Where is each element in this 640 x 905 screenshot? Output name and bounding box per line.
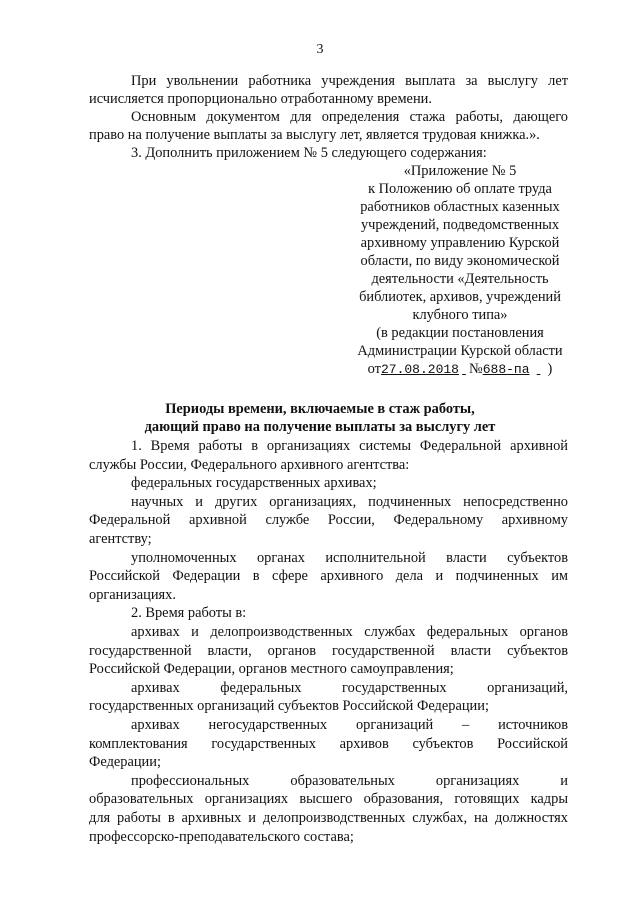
- body-line: архивах и делопроизводственных службах федеральных органов: [131, 624, 568, 640]
- body-line: федеральных государственных архивах;: [131, 475, 377, 492]
- intro-paragraph-1-line-1: При увольнении работника учреждения выплата за выслугу лет: [131, 73, 568, 89]
- body-line: научных и других организациях, подчиненных непосредственно: [131, 493, 568, 510]
- body-line: комплектования государственных архивов субъектов Российской: [89, 735, 568, 752]
- intro-paragraph-3: 3. Дополнить приложением № 5 следующего содержания:: [131, 145, 487, 161]
- appendix-date-line: [330, 360, 590, 379]
- date-underline-gap: [459, 360, 469, 378]
- body-line: агентству;: [89, 531, 152, 547]
- page-number: 3: [316, 42, 324, 57]
- appendix-line-9: клубного типа»: [412, 307, 508, 323]
- body-line: службы России, Федерального архивного агентства:: [89, 456, 410, 473]
- section-heading-line-2: дающий право на получение выплаты за выслугу лет: [144, 419, 496, 435]
- appendix-line-11: Администрации Курской области: [357, 343, 563, 359]
- intro-paragraph-2-line-2: право на получение выплаты за выслугу лет, является трудовая книжка.».: [89, 127, 540, 143]
- body-line: Федеральной архивной службе России, Федеральному архивному: [89, 512, 568, 529]
- decree-number: 688-па: [482, 362, 530, 377]
- body-line: Федерации;: [89, 754, 161, 771]
- number-prefix: №: [468, 361, 483, 377]
- body-line: Российской Федерации в сфере архивного дела и подчиненных им: [89, 568, 568, 585]
- intro-paragraph-2-line-1: Основным документом для определения стажа работы, дающего: [131, 109, 568, 125]
- appendix-line-7: деятельности «Деятельность: [371, 271, 549, 287]
- body-line: 1. Время работы в организациях системы Федеральной архивной: [131, 438, 568, 454]
- appendix-line-2: к Положению об оплате труда: [368, 181, 552, 197]
- section-heading-line-1: Периоды времени, включаемые в стаж работы,: [165, 401, 475, 417]
- body-line: профессорско-преподавательского состава;: [89, 828, 354, 845]
- body-line: 2. Время работы в:: [131, 605, 247, 622]
- decree-date: 27.08.2018: [380, 362, 459, 377]
- body-line: профессиональных образовательных организациях и: [131, 772, 568, 789]
- body-line: архивах негосударственных организаций – источников: [131, 717, 568, 733]
- body-line: образовательных организациях высшего образования, готовящих кадры: [89, 791, 568, 808]
- appendix-line-6: области, по виду экономической: [360, 253, 560, 269]
- body-line: архивах федеральных государственных организаций,: [131, 679, 568, 696]
- appendix-line-1: «Приложение № 5: [403, 163, 517, 179]
- body-line: уполномоченных органах исполнительной власти субъектов: [131, 549, 568, 566]
- appendix-line-10: (в редакции постановления: [376, 325, 544, 341]
- number-underline-gap: [530, 360, 548, 378]
- body-line: государственной власти, органов государственной власти субъектов: [89, 642, 568, 659]
- body-line: для работы в архивных и делопроизводственных службах, на должностях: [89, 810, 568, 826]
- date-prefix: от: [367, 361, 381, 377]
- appendix-line-4: учреждений, подведомственных: [360, 217, 560, 233]
- appendix-line-3: работников областных казенных: [360, 199, 560, 215]
- intro-paragraph-1-line-2: исчисляется пропорционально отработанному времени.: [89, 91, 432, 107]
- appendix-line-8: библиотек, архивов, учреждений: [359, 289, 561, 305]
- body-line: государственных организаций субъектов Российской Федерации;: [89, 698, 489, 715]
- appendix-line-5: архивному управлению Курской: [360, 235, 560, 251]
- appendix-closing: ): [547, 361, 553, 377]
- body-line: Российской Федерации, органов местного самоуправления;: [89, 661, 454, 678]
- body-line: организациях.: [89, 586, 176, 603]
